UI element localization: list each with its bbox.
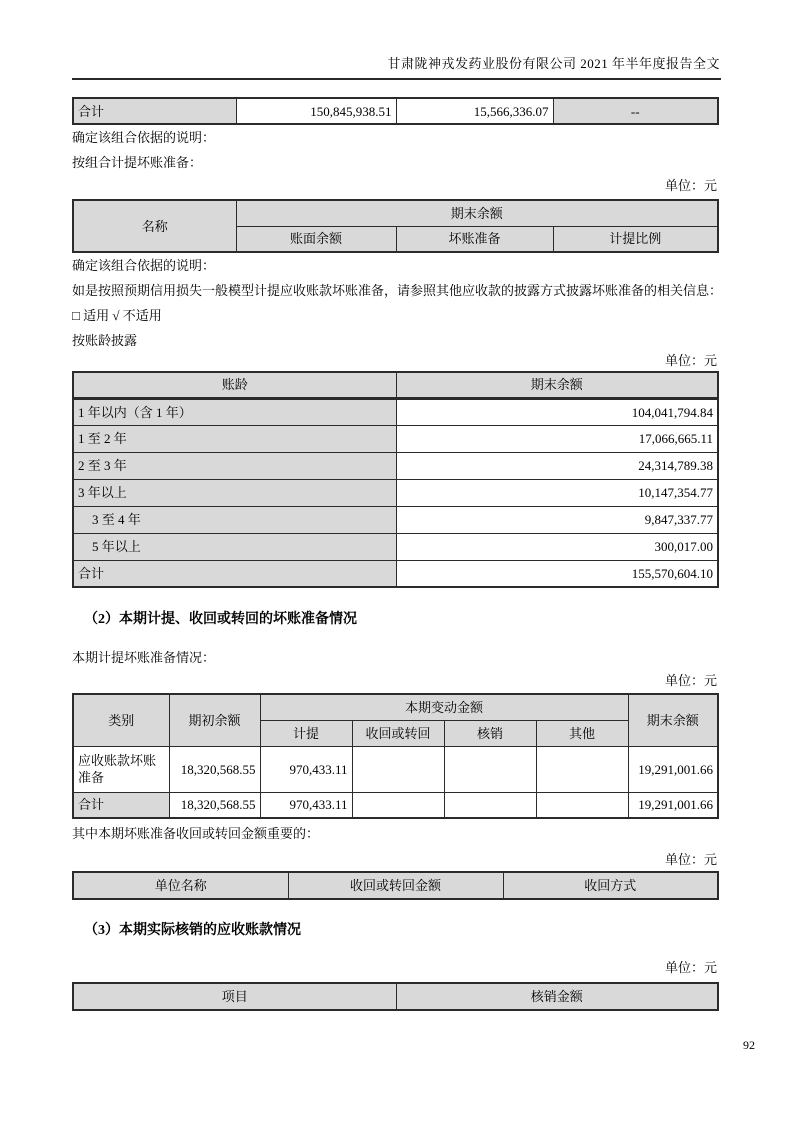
provision-header-change: 本期变动金额 (260, 694, 628, 720)
recovery-header-unit-name: 单位名称 (73, 872, 288, 899)
header-rule (72, 78, 721, 80)
portfolio-subcol-bad-debt: 坏账准备 (396, 226, 553, 252)
checkbox-icon: □ (72, 308, 80, 323)
portfolio-ending-balance-header: 期末余额 (236, 200, 718, 226)
aging-label: 3 年以上 (73, 479, 396, 506)
provision-opening: 18,320,568.55 (169, 746, 260, 792)
ratio-cell: -- (553, 98, 718, 124)
aging-row (73, 452, 718, 479)
provision-subcol-other: 其他 (536, 720, 628, 746)
aging-row (73, 506, 718, 533)
aging-row (73, 425, 718, 452)
provision-recovered (352, 792, 444, 818)
writeoff-header-row (73, 983, 718, 1010)
page-number: 92 (743, 1038, 755, 1052)
basis-note-1: 确定该组合依据的说明： (72, 130, 216, 145)
aging-header-row (73, 372, 718, 398)
important-recovery-note: 其中本期坏账准备收回或转回金额重要的： (72, 826, 320, 841)
aging-label: 3 至 4 年 (73, 506, 396, 533)
aging-label: 2 至 3 年 (73, 452, 396, 479)
aging-label: 5 年以上 (73, 533, 396, 560)
total-row-table (72, 97, 719, 125)
provision-header-closing: 期末余额 (628, 694, 718, 746)
applicable-label: 适用 (83, 308, 110, 323)
recovery-table (72, 871, 719, 900)
unit-label-1: 单位：元 (664, 178, 717, 193)
provision-category: 应收账款坏账准备 (73, 746, 169, 792)
provision-opening: 18,320,568.55 (169, 792, 260, 818)
recovery-header-row (73, 872, 718, 899)
aging-value: 9,847,337.77 (396, 506, 718, 533)
portfolio-table (72, 199, 719, 253)
aging-value: 104,041,794.84 (396, 398, 718, 425)
aging-value: 155,570,604.10 (396, 560, 718, 587)
portfolio-subcol-ratio: 计提比例 (553, 226, 718, 252)
aging-value: 24,314,789.38 (396, 452, 718, 479)
aging-table (72, 371, 719, 588)
applicability-line (72, 308, 162, 324)
provision-subcol-recovered: 收回或转回 (352, 720, 444, 746)
ecl-note: 如是按照预期信用损失一般模型计提应收账款坏账准备，请参照其他应收款的披露方式披露坏账准备的相关信息： (72, 283, 723, 298)
aging-label: 合计 (73, 560, 396, 587)
provision-category: 合计 (73, 792, 169, 818)
check-icon: √ (112, 308, 120, 323)
portfolio-subcol-book-balance: 账面余额 (236, 226, 396, 252)
provision-closing: 19,291,001.66 (628, 792, 718, 818)
table-row (73, 200, 718, 226)
total-label-cell: 合计 (73, 98, 236, 124)
book-balance-cell: 150,845,938.51 (236, 98, 396, 124)
bad-debt-provision-cell: 15,566,336.07 (396, 98, 553, 124)
unit-label-4: 单位：元 (664, 852, 717, 867)
recovery-header-method: 收回方式 (503, 872, 718, 899)
unit-label-2: 单位：元 (664, 353, 717, 368)
provision-subcol-writeoff: 核销 (444, 720, 536, 746)
recovery-header-amount: 收回或转回金额 (288, 872, 503, 899)
section-3-heading: （3）本期实际核销的应收账款情况 (84, 923, 301, 938)
provision-header-opening: 期初余额 (169, 694, 260, 746)
writeoff-header-amount: 核销金额 (396, 983, 718, 1010)
aging-label: 1 至 2 年 (73, 425, 396, 452)
aging-row (73, 533, 718, 560)
current-provision-note: 本期计提坏账准备情况： (72, 650, 216, 665)
aging-value: 17,066,665.11 (396, 425, 718, 452)
provision-accrual: 970,433.11 (260, 746, 352, 792)
portfolio-name-header: 名称 (73, 200, 236, 252)
aging-header-age: 账龄 (73, 372, 396, 398)
provision-header-row (73, 694, 718, 720)
provision-writeoff (444, 746, 536, 792)
provision-change-table (72, 693, 719, 819)
table-row (73, 98, 718, 124)
aging-disclosure-note: 按账龄披露 (72, 333, 138, 348)
aging-value: 300,017.00 (396, 533, 718, 560)
aging-row (73, 398, 718, 425)
unit-label-3: 单位：元 (664, 673, 717, 688)
provision-header-category: 类别 (73, 694, 169, 746)
provision-subcol-accrual: 计提 (260, 720, 352, 746)
aging-label: 1 年以内（含 1 年） (73, 398, 396, 425)
aging-total-row (73, 560, 718, 587)
aging-header-balance: 期末余额 (396, 372, 718, 398)
provision-data-row (73, 746, 718, 792)
provision-accrual: 970,433.11 (260, 792, 352, 818)
not-applicable-label: 不适用 (122, 308, 162, 323)
writeoff-header-item: 项目 (73, 983, 396, 1010)
provision-recovered (352, 746, 444, 792)
report-header-title: 甘肃陇神戎发药业股份有限公司 2021 年半年度报告全文 (387, 56, 720, 71)
unit-label-5: 单位：元 (664, 960, 717, 975)
section-2-heading: （2）本期计提、收回或转回的坏账准备情况 (84, 612, 357, 627)
basis-note-2: 确定该组合依据的说明： (72, 258, 216, 273)
aging-row (73, 479, 718, 506)
group-provision-note: 按组合计提坏账准备： (72, 155, 203, 170)
provision-writeoff (444, 792, 536, 818)
aging-value: 10,147,354.77 (396, 479, 718, 506)
provision-closing: 19,291,001.66 (628, 746, 718, 792)
writeoff-table (72, 982, 719, 1011)
provision-other (536, 746, 628, 792)
provision-total-row (73, 792, 718, 818)
provision-other (536, 792, 628, 818)
